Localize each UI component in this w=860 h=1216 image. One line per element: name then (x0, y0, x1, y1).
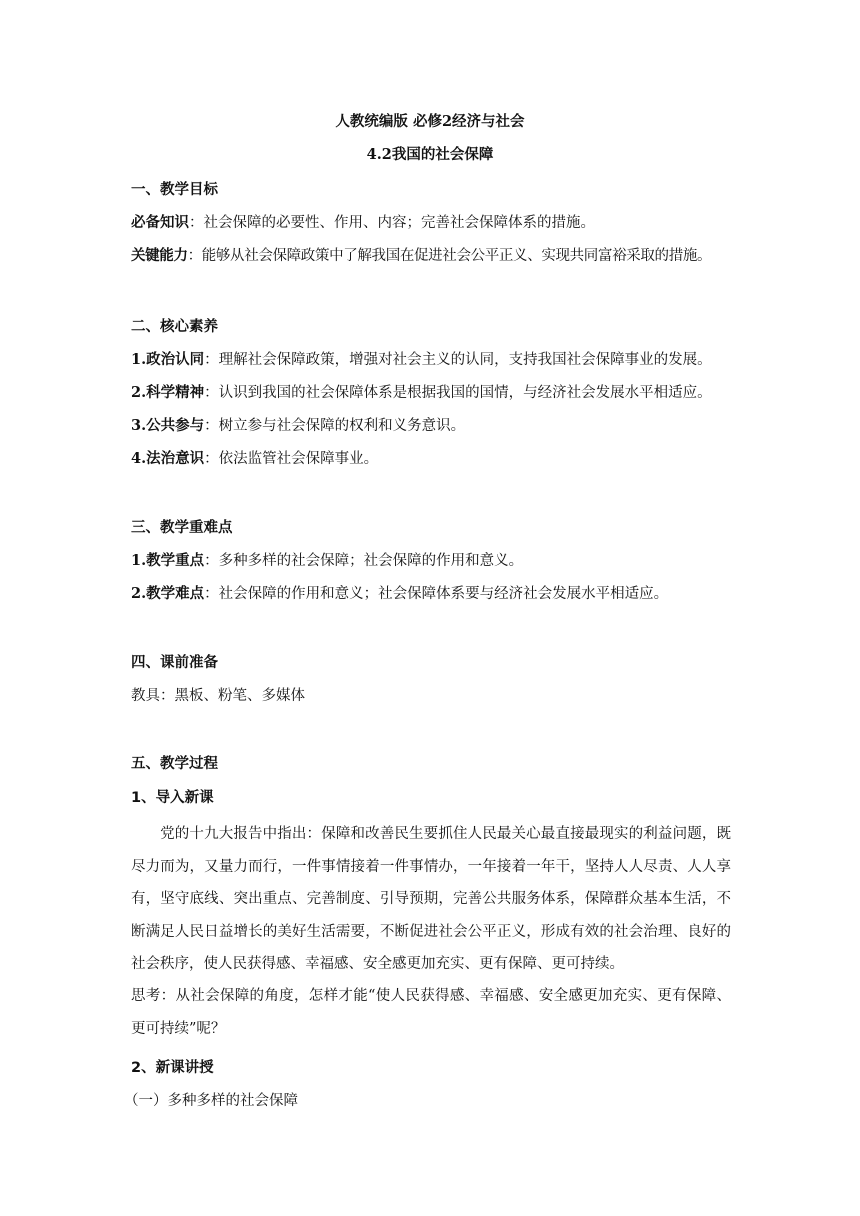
item-label: 1.政治认同 (131, 351, 205, 368)
section-heading-key-points: 三、教学重难点 (131, 520, 233, 536)
subsection-item: （一）多种多样的社会保障 (124, 1093, 298, 1109)
item-label: 2.科学精神 (131, 384, 205, 401)
item-text: ：多种多样的社会保障；社会保障的作用和意义。 (204, 553, 524, 569)
item-text: ：树立参与社会保障的权利和义务意识。 (204, 418, 466, 434)
intro-paragraph (131, 818, 731, 981)
section-heading-process: 五、教学过程 (131, 756, 218, 772)
objective-item (131, 213, 595, 233)
literacy-item (131, 416, 465, 436)
preparation-text: 教具：黑板、粉笔、多媒体 (131, 688, 305, 704)
document-subtitle: 4.2我国的社会保障 (366, 146, 494, 163)
item-label: 4.法治意识 (131, 450, 205, 467)
think-question (131, 980, 731, 1045)
item-label: 必备知识 (131, 214, 189, 231)
item-text: ：依法监管社会保障事业。 (204, 451, 379, 467)
subheading-new-lesson: 2、新课讲授 (131, 1060, 214, 1076)
intro-paragraph-text: 党的十九大报告中指出：保障和改善民生要抓住人民最关心最直接最现实的利益问题，既尽力而为，又量力而行，一件事情接着一件事情办，一年接着一年干，坚持人人尽责、人人享有，坚守底线、突出重点、完善制度、引导预期，完善公共服务体系，保障群众基本生活，不断满足人民日益增长的美好生活需要，不断促进社会公平正义，形成有效的社会治理、良好的社会秩序，使人民获得感、幸福感、安全感更加充实、更有保障、更可持续。 (131, 826, 731, 972)
item-text: ：社会保障的作用和意义；社会保障体系要与经济社会发展水平相适应。 (204, 586, 669, 602)
objective-item (131, 246, 711, 266)
subheading-intro: 1、导入新课 (131, 790, 214, 806)
literacy-item (131, 449, 378, 469)
item-text: ：能够从社会保障政策中了解我国在促进社会公平正义、实现共同富裕采取的措施。 (187, 248, 712, 264)
item-label: 1.教学重点 (131, 552, 205, 569)
item-text: ：社会保障的必要性、作用、内容；完善社会保障体系的措施。 (189, 215, 595, 231)
literacy-item (131, 383, 712, 403)
key-point-item (131, 551, 523, 571)
document-title: 人教统编版 必修2经济与社会 (335, 113, 525, 130)
item-label: 关键能力 (131, 247, 188, 264)
literacy-item (131, 350, 712, 370)
section-heading-objectives: 一、教学目标 (131, 182, 218, 198)
key-point-item (131, 584, 668, 604)
item-label: 3.公共参与 (131, 417, 205, 434)
item-text: ：认识到我国的社会保障体系是根据我国的国情，与经济社会发展水平相适应。 (204, 385, 712, 401)
section-heading-core-literacy: 二、核心素养 (131, 319, 218, 335)
section-heading-preparation: 四、课前准备 (131, 655, 218, 671)
think-question-text: 思考：从社会保障的角度，怎样才能“使人民获得感、幸福感、安全感更加充实、更有保障、更可持续”呢？ (131, 988, 731, 1037)
item-label: 2.教学难点 (131, 585, 205, 602)
item-text: ：理解社会保障政策，增强对社会主义的认同，支持我国社会保障事业的发展。 (204, 352, 712, 368)
